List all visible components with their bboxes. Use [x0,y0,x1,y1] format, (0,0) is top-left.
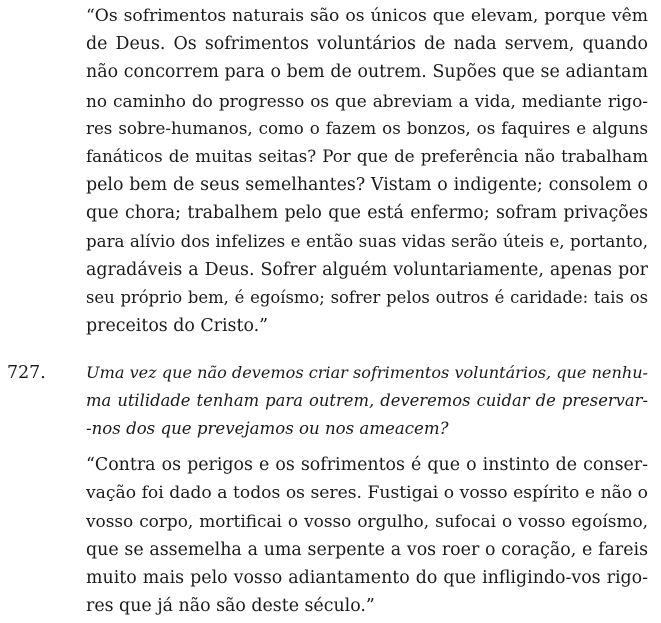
spirit-answer-726 [86,2,648,340]
text-line: vosso corpo, mortificai o vosso orgulho, sufocai o vosso egoísmo, [86,511,648,532]
text-line: ma utilidade tenham para outrem, deveremos cuidar de preservar- [86,391,648,411]
question-number: 727. [7,363,46,383]
text-line: res sobre-humanos, como o fazem os bonzos, os faquires e alguns [86,118,648,138]
text-line: -nos dos que prevejamos ou nos ameacem? [86,419,449,439]
text-line: Uma vez que não devemos criar sofrimentos voluntários, que nenhu- [86,363,648,382]
spirit-answer-727 [86,451,648,620]
text-line: muito mais pelo vosso adiantamento do que infligindo-vos rigo- [86,567,648,588]
text-line: pelo bem de seus semelhantes? Vistam o indigente; consolem o [86,175,648,196]
text-line: que se assemelha a uma serpente a vos roer o coração, e fareis [86,539,648,560]
text-line: agradáveis a Deus. Sofrer alguém voluntariamente, apenas por [86,259,648,280]
text-line: fanáticos de muitas seitas? Por que de preferência não trabalham [86,146,648,166]
text-line: para alívio dos infelizes e então suas vidas serão úteis e, portanto, [86,231,648,251]
text-line: “Os sofrimentos naturais são os únicos que elevam, porque vêm [86,6,648,26]
text-line: seu próprio bem, é egoísmo; sofrer pelos outros é caridade: tais os [86,287,648,307]
text-line: no caminho do progresso os que abreviam a vida, mediante rigo- [86,90,648,111]
text-line: vação foi dado a todos os seres. Fustigai o vosso espírito e não o [86,483,648,504]
text-line: “Contra os perigos e os sofrimentos é que o instinto de conser- [86,455,648,475]
text-line: não concorrem para o bem de outrem. Supões que se adiantam [86,62,648,83]
text-line: res que já não são deste século.” [86,595,375,616]
text-line: de Deus. Os sofrimentos voluntários de nada servem, quando [86,34,648,55]
text-line: que chora; trabalhem pelo que está enfermo; sofram privações [86,203,648,224]
text-line: preceitos do Cristo.” [86,316,269,337]
question-text [86,359,648,444]
